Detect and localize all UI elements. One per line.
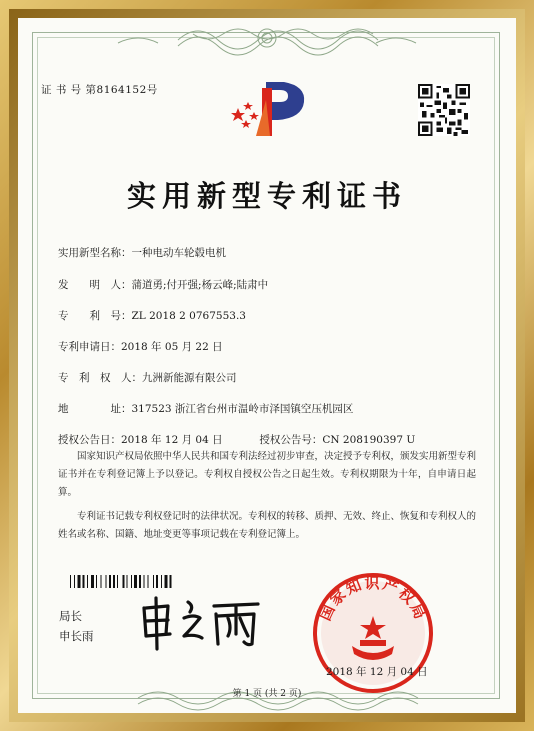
certificate-paper	[18, 18, 516, 713]
top-ornament	[18, 18, 516, 68]
legal-status-paragraph: 专利证书记载专利权登记时的法律状况。专利权的转移、质押、无效、终止、恢复和专利权人的姓名或名称、国籍、地址变更等事项记载在专利登记簿上。	[58, 511, 477, 540]
field-patentee	[58, 370, 237, 385]
field-label: 实用新型名称：	[58, 247, 132, 259]
field-label: 专 利 权 人：	[58, 372, 142, 384]
grant-date-value: 2018 年 12 月 04 日	[121, 434, 223, 446]
barcode-icon	[70, 575, 205, 588]
director-title: 局长	[59, 609, 82, 623]
field-value: 一种电动车轮毂电机	[131, 247, 226, 259]
field-value: 蒲道勇;付开强;杨云峰;陆肃中	[131, 279, 269, 291]
grant-line	[58, 432, 415, 447]
director-signature	[136, 594, 266, 654]
field-value: 九洲新能源有限公司	[142, 372, 237, 384]
seal-text: 国家知识产权局	[315, 574, 431, 624]
field-value: ZL 2018 2 0767553.3	[131, 310, 246, 322]
field-application-date	[58, 339, 223, 354]
grant-number-label: 授权公告号：	[259, 434, 323, 446]
page-indicator: 第 1 页 (共 2 页)	[232, 689, 302, 699]
field-label: 专 利 号：	[58, 310, 132, 322]
field-inventors	[58, 277, 268, 292]
field-label: 地 址：	[58, 403, 132, 415]
field-patent-number	[58, 308, 246, 323]
grant-paragraph: 国家知识产权局依照中华人民共和国专利法经过初步审查，决定授予专利权，颁发实用新型专利证书并在专利登记簿上予以登记。专利权自授权公告之日起生效。专利权期限为十年，自申请日起算。	[58, 451, 477, 498]
cnipa-logo-icon	[226, 80, 308, 140]
field-utility-model-name	[58, 245, 226, 260]
certificate-number: 证 书 号 第8164152号	[41, 84, 158, 96]
grant-date-label: 授权公告日：	[58, 434, 121, 446]
seal-date: 2018 年 12 月 04 日	[326, 666, 428, 678]
qr-code-icon	[418, 84, 470, 136]
field-value: 2018 年 05 月 22 日	[121, 341, 223, 353]
field-address	[58, 401, 353, 416]
grant-number-value: CN 208190397 U	[322, 434, 416, 446]
field-label: 发 明 人：	[58, 279, 132, 291]
certificate-title: 实用新型专利证书	[126, 179, 407, 213]
field-value: 317523 浙江省台州市温岭市泽国镇空压机园区	[131, 403, 354, 415]
director-name: 申长雨	[59, 629, 94, 643]
field-label: 专利申请日：	[58, 341, 121, 353]
